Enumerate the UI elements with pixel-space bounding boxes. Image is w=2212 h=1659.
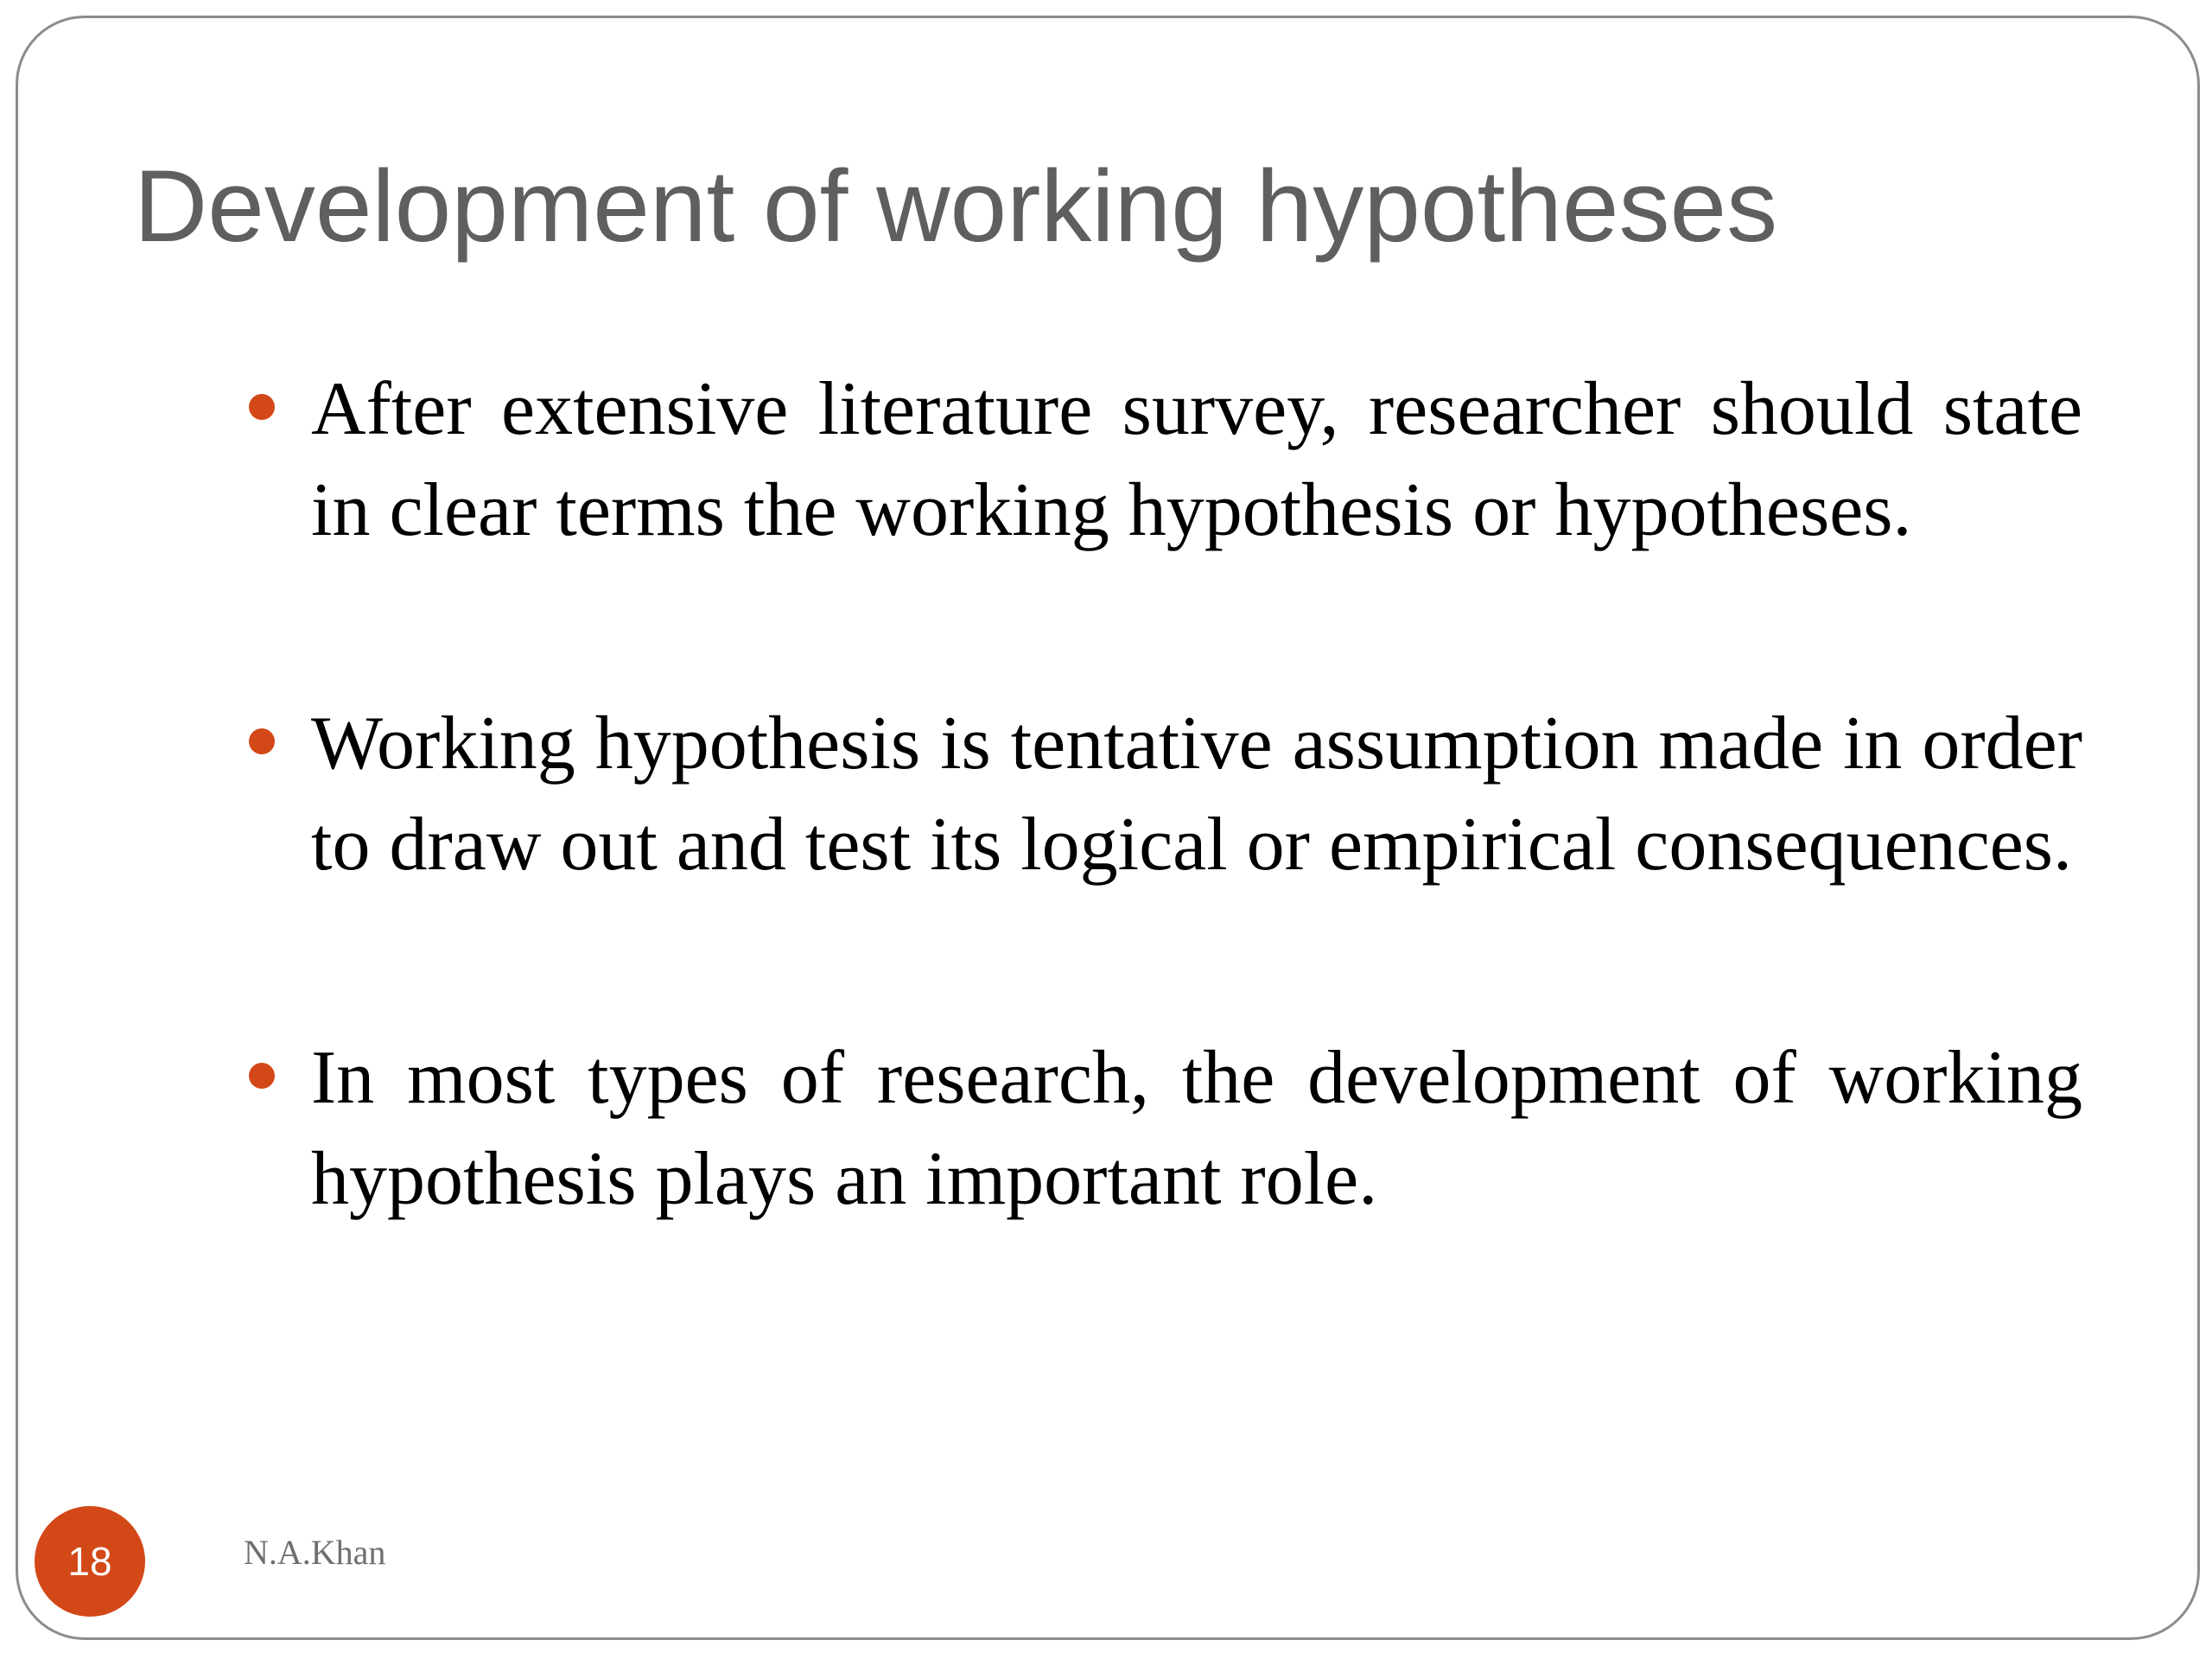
bullet-dot-icon [249,728,275,754]
bullet-text: In most types of research, the development of working hypothesis plays an important role. [311,1036,2082,1221]
bullet-text: After extensive literature survey, researcher should state in clear terms the working hypothesis or hypotheses. [311,367,2082,552]
bullet-list [242,359,2082,1230]
slide-title: Development of working hypotheses [134,149,1778,264]
bullet-dot-icon [249,394,275,420]
bullet-item [242,693,2082,895]
slide-number-badge: 18 [35,1506,145,1617]
bullet-item [242,359,2082,561]
bullet-item [242,1027,2082,1230]
bullet-text: Working hypothesis is tentative assumption made in order to draw out and test its logical or empirical consequences. [311,702,2082,887]
bullet-dot-icon [249,1063,275,1089]
footer-author: N.A.Khan [244,1533,386,1572]
